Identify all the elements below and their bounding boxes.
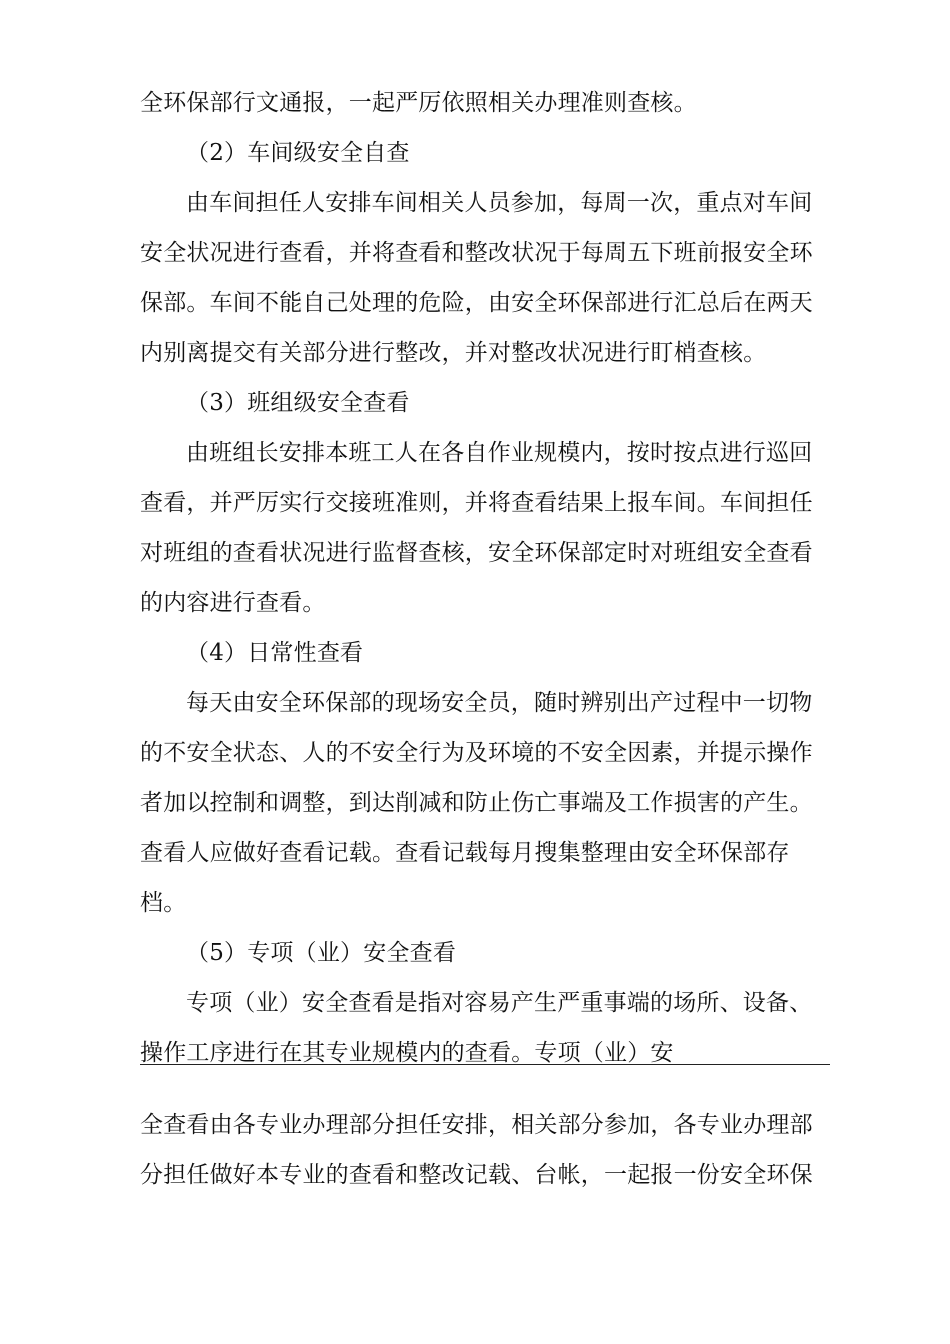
section-heading-4: （4）日常性查看 (186, 640, 364, 666)
text-line: 对班组的查看状况进行监督查核，安全环保部定时对班组安全查看 (140, 540, 813, 566)
text-line: 全查看由各专业办理部分担任安排，相关部分参加，各专业办理部 (140, 1112, 813, 1138)
text-line: 的不安全状态、人的不安全行为及环境的不安全因素，并提示操作 (140, 740, 813, 766)
text-line: 查看人应做好查看记载。查看记载每月搜集整理由安全环保部存 (140, 840, 790, 866)
paragraph-first-line: 专项（业）安全查看是指对容易产生严重事端的场所、设备、 (186, 990, 813, 1016)
text-line: 操作工序进行在其专业规模内的查看。专项（业）安 (140, 1040, 674, 1066)
paragraph-first-line: 由班组长安排本班工人在各自作业规模内，按时按点进行巡回 (186, 440, 813, 466)
section-heading-3: （3）班组级安全查看 (186, 390, 410, 416)
text-line: 安全状况进行查看，并将查看和整改状况于每周五下班前报安全环 (140, 240, 813, 266)
page-break-divider (140, 1064, 830, 1065)
text-line: 档。 (140, 890, 187, 916)
text-line: 分担任做好本专业的查看和整改记载、台帐，一起报一份安全环保 (140, 1162, 813, 1188)
text-line: 内别离提交有关部分进行整改，并对整改状况进行盯梢查核。 (140, 340, 767, 366)
text-line: 者加以控制和调整，到达削减和防止伤亡事端及工作损害的产生。 (140, 790, 813, 816)
paragraph-first-line: 由车间担任人安排车间相关人员参加，每周一次，重点对车间 (186, 190, 813, 216)
page-upper-body (140, 78, 830, 1078)
text-line: 查看，并严厉实行交接班准则，并将查看结果上报车间。车间担任 (140, 490, 813, 516)
text-line: 的内容进行查看。 (140, 590, 326, 616)
section-heading-2: （2）车间级安全自查 (186, 140, 410, 166)
page-lower-body (140, 1100, 830, 1200)
paragraph-first-line: 每天由安全环保部的现场安全员，随时辨别出产过程中一切物 (186, 690, 813, 716)
section-heading-5: （5）专项（业）安全查看 (186, 940, 457, 966)
text-line: 保部。车间不能自己处理的危险，由安全环保部进行汇总后在两天 (140, 290, 813, 316)
text-line: 全环保部行文通报，一起严厉依照相关办理准则查核。 (140, 90, 697, 116)
